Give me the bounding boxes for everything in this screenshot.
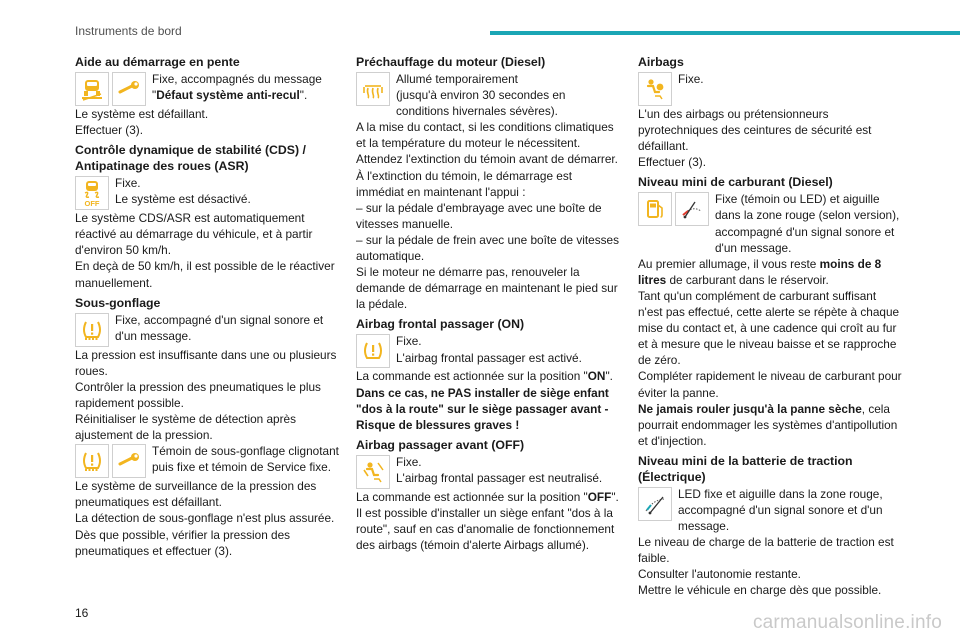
- tyre-pressure-warning-icon: [75, 313, 109, 347]
- fuel-pump-icon: [638, 192, 672, 226]
- body-text: Consulter l'autonomie restante.: [638, 567, 801, 582]
- row-text: Témoin de sous-gonflage clignotant puis fixe et témoin de Service fixe.: [152, 444, 339, 475]
- section-title: Niveau mini de la batterie de traction (Électrique): [638, 453, 853, 484]
- body-text: Contrôler la pression des pneumatiques le plus rapidement possible.: [75, 379, 321, 410]
- row-text: L'airbag frontal passager est neutralisé.: [396, 470, 603, 485]
- body-text: Mettre le véhicule en charge dès que possible.: [638, 583, 882, 598]
- body-text: La commande est actionnée sur la position "ON".: [356, 369, 613, 384]
- body-text: Dès que possible, vérifier la pression des pneumatiques et effectuer (3).: [75, 527, 291, 558]
- section-title: Préchauffage du moteur (Diesel): [356, 55, 546, 69]
- section-hill-start-assist: [75, 54, 339, 138]
- section-title: Sous-gonflage: [75, 295, 161, 310]
- section-stability-control: [75, 142, 339, 290]
- section-title: Airbags: [638, 55, 684, 69]
- body-text: Ne jamais rouler jusqu'à la panne sèche, cela pourrait endommager les systèmes d'antipollution et d'injection.: [638, 401, 898, 448]
- body-text: L'un des airbags ou prétensionneurs pyrotechniques des ceintures de sécurité est défaillant.: [638, 107, 872, 154]
- section-airbag-on: [356, 316, 620, 432]
- tyre-pressure-warning-icon: [75, 444, 109, 478]
- airbag-warning-icon: [638, 72, 672, 106]
- body-text: En deçà de 50 km/h, il est possible de le réactiver manuellement.: [75, 259, 335, 290]
- row-text-end: ".: [299, 88, 308, 103]
- off-label: OFF: [84, 199, 100, 208]
- body-text: Si le moteur ne démarre pas, renouveler la demande de démarrage en maintenant le pied sur la pédale.: [356, 265, 618, 312]
- row-text: L'airbag frontal passager est activé.: [396, 350, 582, 365]
- body-text: La détection de sous-gonflage n'est plus assurée.: [75, 511, 335, 526]
- section-title: Aide au démarrage en pente: [75, 55, 240, 69]
- body-text: Tant qu'un complément de carburant suffisant n'est pas effectué, cette alerte se répète à chaque mise du contact et, à une cadence qui croît au fur et à mesure que le niveau baisse et se rapproche de zéro.: [638, 288, 900, 368]
- page-header: [0, 0, 960, 48]
- row-text: Fixe, accompagné d'un signal sonore et d'un message.: [115, 312, 324, 343]
- body-text: – sur la pédale de frein avec une boîte de vitesses automatique.: [356, 232, 619, 264]
- body-text: La pression est insuffisante dans une ou plusieurs roues.: [75, 347, 337, 378]
- section-traction-battery: [638, 453, 902, 599]
- wrench-service-icon: [112, 72, 146, 106]
- body-text: À l'extinction du témoin, le démarrage est immédiat en maintenant l'appui :: [356, 168, 573, 199]
- column-2: [356, 54, 620, 557]
- body-text: La commande est actionnée sur la position "OFF".: [356, 489, 619, 504]
- section-title: Niveau mini de carburant (Diesel): [638, 175, 833, 190]
- body-text: Réinitialiser le système de détection après ajustement de la pression.: [75, 412, 296, 443]
- row-text: Fixe.: [396, 454, 422, 469]
- body-text: – sur la pédale d'embrayage avec une boîte de vitesses manuelle.: [356, 200, 602, 231]
- airbag-on-icon: [356, 334, 390, 368]
- row-text-bold: Défaut système anti-recul: [156, 88, 300, 103]
- section-fuel-level: [638, 174, 902, 449]
- body-text: A la mise du contact, si les conditions climatiques et la température du moteur le nécessitent.: [356, 120, 614, 151]
- body-text: Le système de surveillance de la pression des pneumatiques est défaillant.: [75, 479, 317, 510]
- column-1: [75, 54, 339, 563]
- section-title: Airbag frontal passager (ON): [356, 317, 525, 332]
- section-airbags: [638, 54, 902, 170]
- body-text: Attendez l'extinction du témoin avant de démarrer.: [356, 152, 618, 167]
- body-text: Effectuer (3).: [75, 123, 143, 138]
- section-airbag-off: [356, 437, 620, 553]
- row-text: Fixe.: [115, 176, 141, 191]
- section-title: Contrôle dynamique de stabilité (CDS) / Antipatinage des roues (ASR): [75, 143, 306, 174]
- fuel-gauge-icon: [675, 192, 709, 226]
- row-text: Allumé temporairement: [396, 72, 518, 86]
- row-text: Fixe.: [396, 334, 422, 349]
- row-text: (jusqu'à environ 30 secondes en conditions hivernales sévères).: [396, 88, 566, 119]
- esp-off-warning-icon: [75, 176, 109, 210]
- wrench-service-icon: [112, 444, 146, 478]
- row-text: Fixe, accompagnés du message ": [152, 72, 322, 103]
- section-preheating: [356, 54, 620, 312]
- column-3: [638, 54, 902, 603]
- body-text: Il est possible d'installer un siège enfant "dos à la route", sauf en cas d'anomalie de fonctionnement des airbags (témoin d'alerte Airbags allumé).: [356, 505, 615, 553]
- header-title: Instruments de bord: [75, 24, 182, 38]
- section-title: Airbag passager avant (OFF): [356, 437, 525, 452]
- body-text: Le système est défaillant.: [75, 107, 209, 121]
- hill-assist-warning-icon: [75, 72, 109, 106]
- watermark: carmanualsonline.info: [752, 612, 942, 633]
- row-text: Fixe (témoin ou LED) et aiguille dans la zone rouge (selon version), accompagné d'un signal sonore et d'un message.: [715, 192, 900, 255]
- body-text: Compléter rapidement le niveau de carburant pour éviter la panne.: [638, 369, 902, 400]
- row-text: Fixe.: [678, 72, 704, 86]
- warning-text: Dans ce cas, ne PAS installer de siège enfant "dos à la route" sur le siège passager avant - Risque de blessures graves !: [356, 385, 609, 432]
- body-text: Effectuer (3).: [638, 155, 706, 170]
- page-number: 16: [75, 606, 89, 620]
- body-text: Le système CDS/ASR est automatiquement réactivé au démarrage du véhicule, et à partir d'environ 50 km/h.: [75, 211, 313, 258]
- body-text: Au premier allumage, il vous reste moins de 8 litres de carburant dans le réservoir.: [638, 256, 882, 287]
- glow-plug-icon: [356, 72, 390, 106]
- row-text: LED fixe et aiguille dans la zone rouge, accompagné d'un signal sonore et d'un message.: [678, 486, 883, 534]
- row-text: Le système est désactivé.: [115, 192, 251, 207]
- airbag-off-icon: [356, 455, 390, 489]
- battery-gauge-icon: [638, 487, 672, 521]
- header-accent-bar: [490, 31, 960, 35]
- section-under-inflation: [75, 295, 339, 559]
- body-text: Le niveau de charge de la batterie de traction est faible.: [638, 535, 894, 566]
